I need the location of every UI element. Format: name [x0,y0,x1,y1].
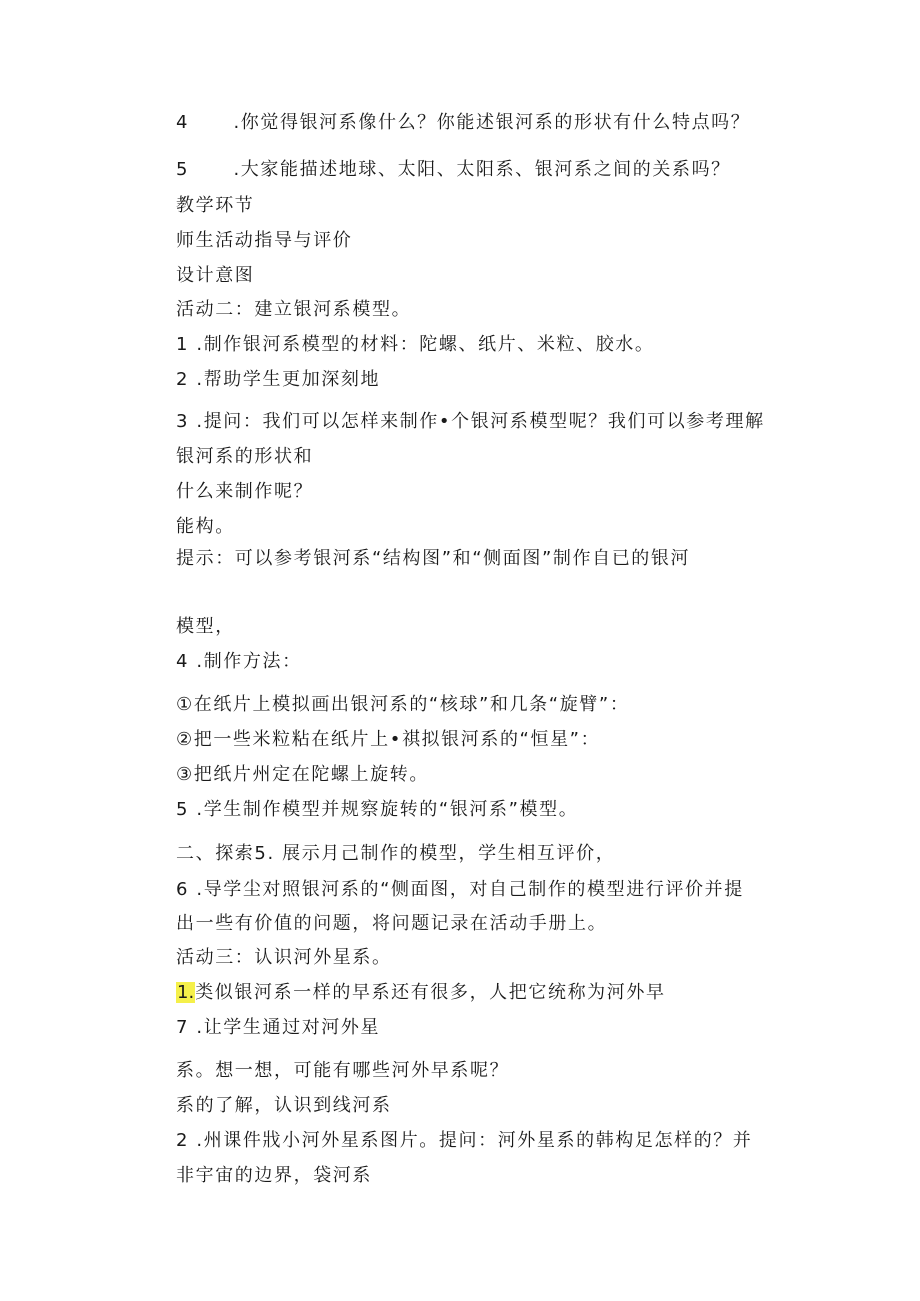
activity-3-item-2-line-1: 2 .州课件戕小河外星系图片。提问：河外星系的韩构足怎样的？并 [176,1130,753,1151]
activity-3-text-line-2: 系的了解，认识到线河系 [176,1095,392,1116]
activity-2-item-3-line-1: 3 .提问：我们可以怎样来制作•个银河系模型呢？我们可以参考理解 [176,411,765,432]
heading-design-intent: 设计意图 [176,265,255,286]
activity-3-item-1-text: 类似银河系一样的早系还有很多，人把它统称为河外早 [195,982,666,1003]
hint-line-2: 模型， [176,616,235,637]
activity-2-item-1: 1 .制作银河系模型的材料：陀螺、纸片、米粒、胶水。 [176,334,655,355]
question-5-number: 5 [176,159,188,180]
method-step-1: ①在纸片上模拟画出银河系的“核球”和几条“旋臂”： [176,694,630,715]
method-step-3: ③把纸片州定在陀螺上旋转。 [176,764,429,785]
activity-2-title: 活动二：建立银河系模型。 [176,299,412,320]
activity-2-item-3-line-4: 能构。 [176,516,235,537]
activity-3-item-1-number: 1. [177,982,195,1003]
activity-2-item-3-line-2: 银河系的形状和 [176,446,314,467]
activity-2-item-5: 5 .学生制作模型并规察旋转的“银河系”模型。 [176,799,579,820]
activity-3-item-1 [176,980,666,1006]
activity-2-item-6-line-1: 6 .导学尘对照银河系的“侧面图，对自己制作的模型进行评价并提 [176,879,744,900]
activity-3-item-7: 7 .让学生通过对河外星 [176,1017,381,1038]
activity-2-item-6-line-2: 出一些有价值的问题，将问题记录在活动手册上。 [176,913,608,934]
heading-activity-guidance: 师生活动指导与评价 [176,230,353,251]
activity-2-item-2: 2 .帮助学生更加深刻地 [176,369,381,390]
question-4-text: .你觉得银河系像什么？你能述银河系的形状有什么特点吗？ [233,112,751,133]
question-5 [176,157,731,183]
activity-3-item-2-line-2: 非宇宙的边界，袋河系 [176,1165,372,1186]
question-5-text: .大家能描述地球、太阳、太阳系、银河系之间的关系吗？ [233,159,731,180]
activity-3-text-line-1: 系。想一想，可能有哪些河外早系呢？ [176,1060,510,1081]
hint-line-1: 提示：可以参考银河系“结构图”和“侧面图”制作自已的银河 [176,548,691,569]
method-step-2: ②把一些米粒粘在纸片上•祺拟银河系的“恒星”： [176,729,601,750]
heading-teaching-step: 教学环节 [176,195,255,216]
explore-line: 二、探索5. 展示月己制作的模型，学生相互评价， [176,843,616,864]
activity-2-item-3-line-3: 什么来制作呢？ [176,481,314,502]
question-4 [176,110,750,136]
activity-3-title: 活动三：认识河外星系。 [176,947,392,968]
activity-2-item-4: 4 .制作方法： [176,651,302,672]
question-4-number: 4 [176,112,188,133]
